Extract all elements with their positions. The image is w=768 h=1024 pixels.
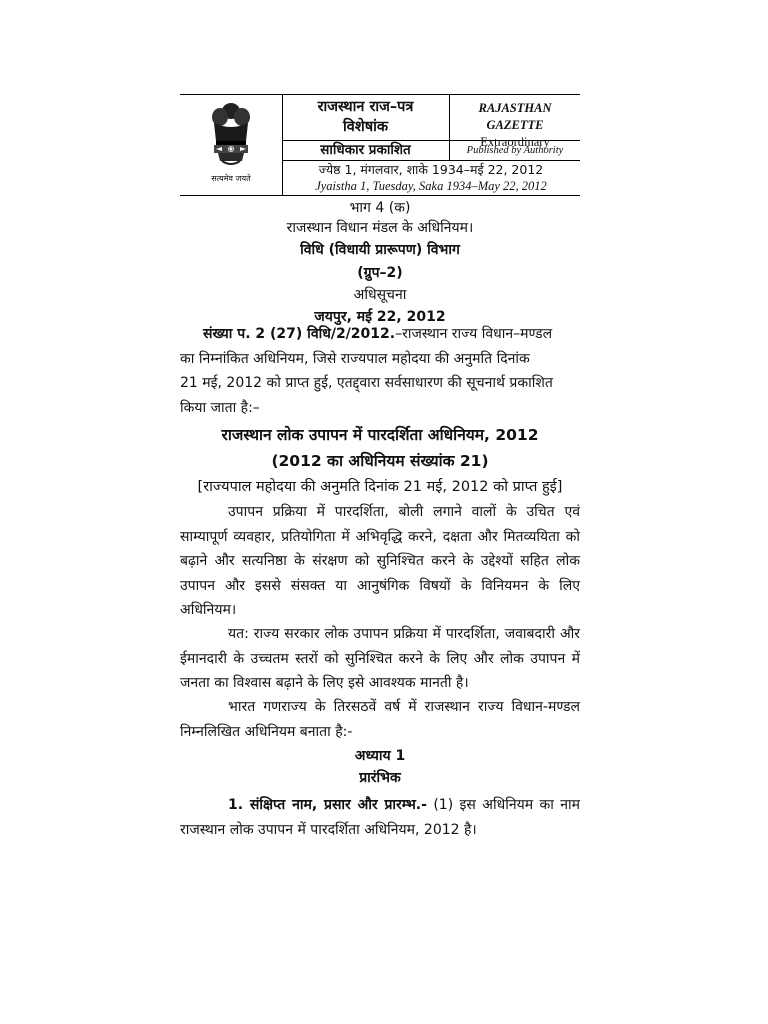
- preamble-paragraph: उपापन प्रक्रिया में पारदर्शिता, बोली लगाने वालों के उचित एवं साम्यापूर्ण व्यवहार, प्रतियोगिता में अभिवृद्धि करने, दक्षता और मितव्ययिता को बढ़ाने और सत्यनिष्ठा के संरक्षण को सुनिश्चित करने के उद्देश्यों सहित लोक उपापन और इससे संसक्त या आनुषंगिक विषयों के विनियमन के लिए अधिनियम।: [180, 504, 580, 618]
- whereas-paragraph: यत: राज्य सरकार लोक उपापन प्रक्रिया में पारदर्शिता, जवाबदारी और ईमानदारी के उच्चतम स्तरों को सुनिश्चित करने के लिए और लोक उपापन में जनता का विश्वास बढ़ाने के लिए इसे आवश्यक मानती है।: [180, 626, 580, 691]
- authority-english: Published by Authority: [450, 141, 580, 161]
- issue-date-hindi: ज्येष्ठ 1, मंगलवार, शाके 1934–मई 22, 2012: [318, 162, 544, 177]
- department-name: विधि (विधायी प्रारूपण) विभाग: [300, 242, 460, 258]
- place-date: जयपुर, मई 22, 2012: [314, 309, 446, 325]
- notice-line3: 21 मई, 2012 को प्राप्त हुई, एतद्द्वारा सर्वसाधारण की सूचनार्थ प्रकाशित: [180, 375, 553, 391]
- section1-heading: 1. संक्षिप्त नाम, प्रसार और प्रारम्भ.-: [228, 797, 427, 813]
- authority-hindi: साधिकार प्रकाशित: [282, 141, 450, 161]
- section1-paragraph: [180, 793, 580, 842]
- chapter-title: प्रारंभिक: [359, 770, 401, 786]
- national-emblem-icon: [208, 101, 254, 169]
- notice-line2: का निम्नांकित अधिनियम, जिसे राज्यपाल महोदया की अनुमति दिनांक: [180, 350, 530, 367]
- emblem-motto: सत्यमेव जयते: [211, 174, 251, 183]
- notice-line4: किया जाता है:–: [180, 399, 260, 416]
- gazette-title-hindi-line2: विशेषांक: [343, 119, 388, 135]
- group-label: (ग्रुप–2): [357, 265, 403, 281]
- act-number: (2012 का अधिनियम संख्यांक 21): [271, 452, 489, 470]
- part-title: राजस्थान विधान मंडल के अधिनियम।: [286, 220, 474, 236]
- gazette-masthead: [180, 94, 580, 196]
- emblem-cell: [180, 95, 283, 195]
- notice-line1: –राजस्थान राज्य विधान–मण्डल: [395, 326, 553, 342]
- chapter-number: अध्याय 1: [354, 748, 406, 764]
- notification-label: अधिसूचना: [353, 287, 407, 303]
- gazette-title-english-line1: RAJASTHAN GAZETTE: [478, 101, 552, 132]
- gazette-title-hindi: [282, 95, 450, 141]
- gazette-title-english: [450, 95, 580, 149]
- act-title: राजस्थान लोक उपापन में पारदर्शिता अधिनियम, 2012: [221, 426, 539, 444]
- issue-date-english: Jyaistha 1, Tuesday, Saka 1934–May 22, 2012: [315, 179, 547, 193]
- part-label: भाग 4 (क): [349, 200, 411, 216]
- assent-note: [राज्यपाल महोदया की अनुमति दिनांक 21 मई, 2012 को प्राप्त हुई]: [197, 479, 563, 495]
- section1-text: (1) इस अधिनियम का नाम राजस्थान लोक उपापन में पारदर्शिता अधिनियम, 2012 है।: [180, 797, 580, 838]
- gazette-subtitle-english: Extraordinary: [480, 135, 550, 149]
- gazette-title-hindi-line1: राजस्थान राज–पत्र: [317, 99, 414, 115]
- notice-number: संख्या प. 2 (27) विधि/2/2012.: [203, 326, 396, 342]
- enactment-paragraph: भारत गणराज्य के तिरसठवें वर्ष में राजस्थान राज्य विधान-मण्डल निम्नलिखित अधिनियम बनाता है:-: [180, 699, 580, 740]
- notice-paragraph: [180, 322, 580, 420]
